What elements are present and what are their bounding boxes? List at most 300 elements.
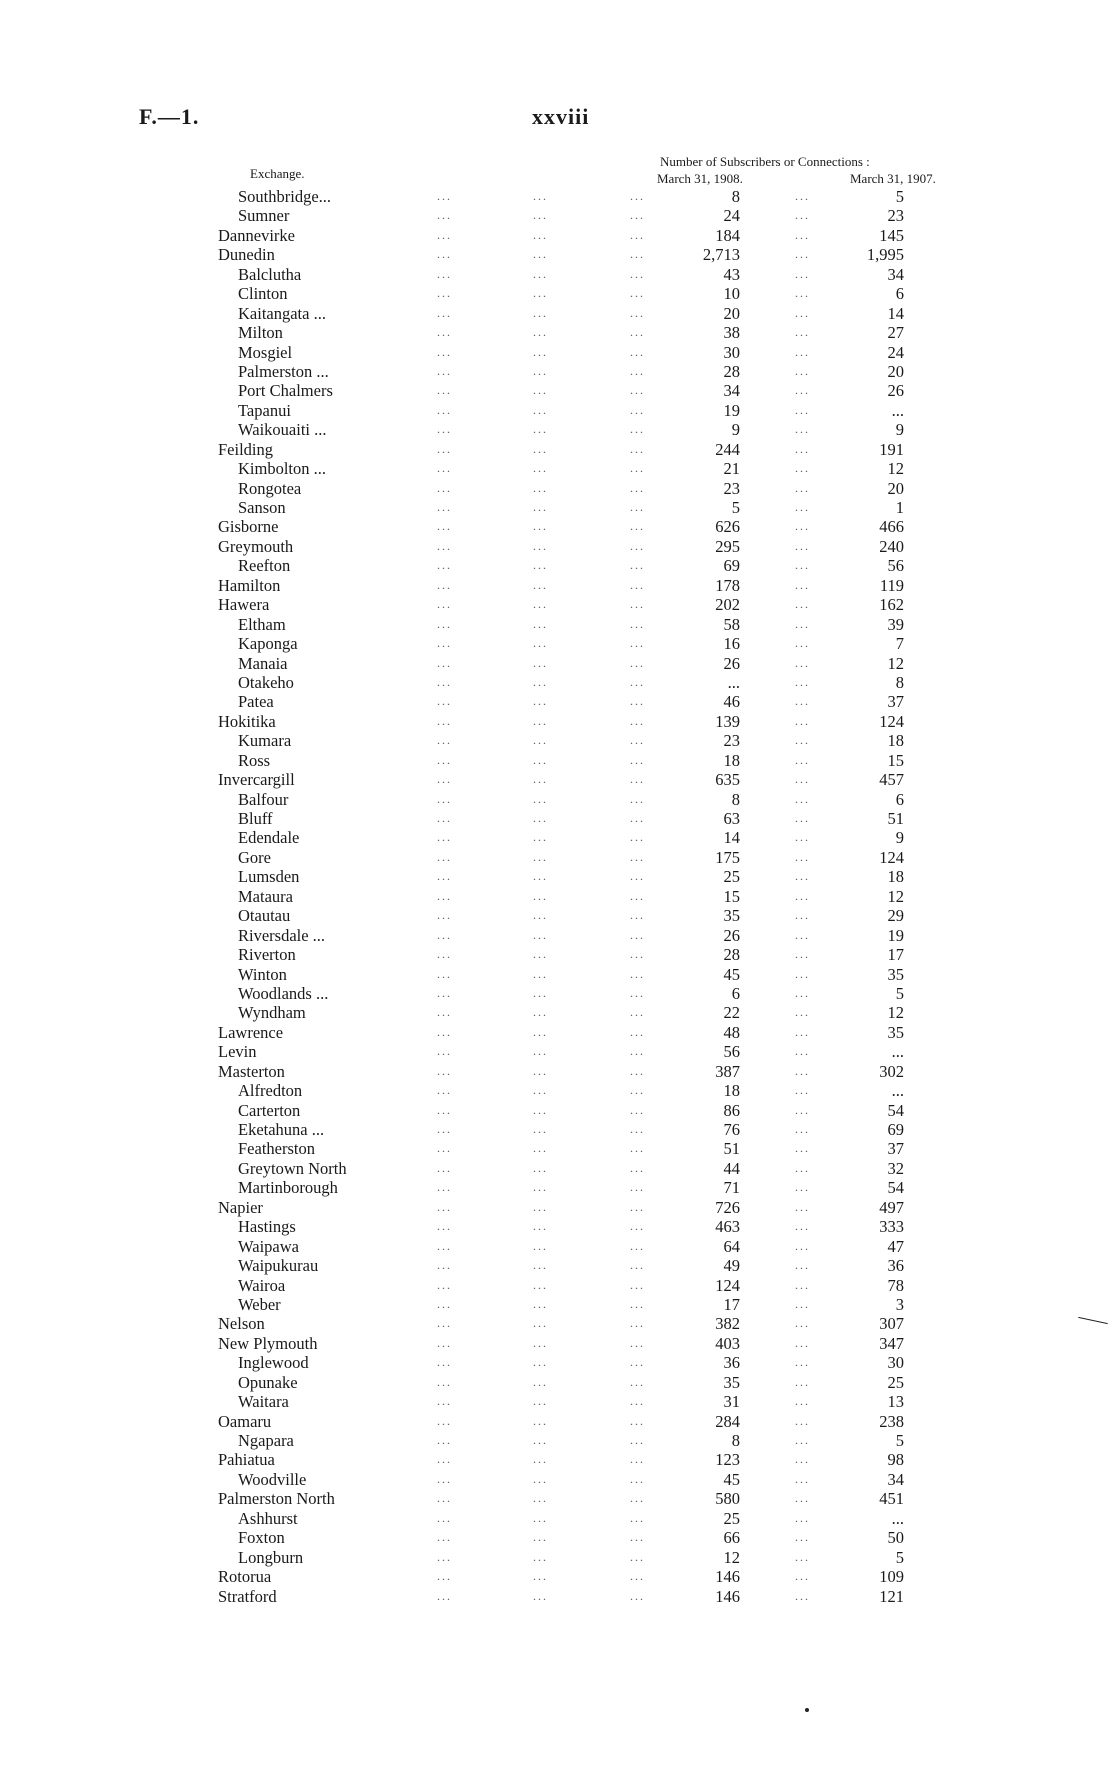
dot-leader: ... [437,1530,452,1545]
table-row [0,265,1114,284]
value-1908: 56 [723,1042,740,1062]
value-1908: ... [727,672,740,692]
dot-leader: ... [437,227,452,242]
dot-leader: ... [533,1433,548,1447]
value-1908: 48 [723,1022,740,1042]
value-1907: 18 [887,731,904,751]
dot-leader: ... [437,1063,452,1078]
dot-leader: ... [437,1238,452,1253]
dot-leader: ... [437,849,452,864]
exchange-column-header: Exchange. [250,166,305,181]
dot-leader: ... [630,1433,645,1447]
dot-leader: ... [795,597,810,612]
exchange-name: Kaitangata ... [238,303,326,323]
value-1907: 29 [887,906,904,926]
exchange-name: Stratford [218,1586,277,1606]
dot-leader: ... [533,655,548,670]
dot-leader: ... [533,208,548,223]
value-1907: 466 [879,517,904,537]
dot-leader: ... [795,1394,810,1409]
table-row [0,692,1114,711]
dot-leader: ... [630,713,645,728]
dot-leader: ... [437,1316,452,1331]
value-1908: 86 [723,1100,740,1120]
value-1907: 191 [879,439,904,459]
dot-leader: ... [630,791,645,806]
dot-leader: ... [630,577,645,592]
dot-leader: ... [437,674,452,689]
value-1908: 295 [715,536,740,556]
dot-leader: ... [795,1258,810,1273]
dot-leader: ... [630,441,645,456]
value-1908: 26 [723,925,740,945]
exchange-name: Clinton [238,284,288,304]
table-row [0,965,1114,984]
dot-leader: ... [630,1452,645,1467]
dot-leader: ... [630,1569,645,1584]
dot-leader: ... [795,1083,810,1098]
exchange-name: Eketahuna ... [238,1120,325,1139]
value-1907: 145 [879,225,904,245]
dot-leader: ... [533,888,548,903]
dot-leader: ... [437,908,452,923]
dot-leader: ... [533,461,548,476]
dot-leader: ... [533,947,548,962]
value-1908: 184 [715,225,740,245]
table-row [0,1198,1114,1217]
exchange-name: Gore [238,847,271,867]
col-1907-header: March 31, 1907. [850,171,936,186]
value-1908: 25 [723,867,740,887]
dot-leader: ... [437,266,452,281]
dot-leader: ... [630,597,645,612]
exchange-name: Lawrence [218,1022,284,1042]
value-1907: 1 [895,498,904,517]
dot-leader: ... [437,1335,452,1350]
dot-leader: ... [533,849,548,864]
dot-leader: ... [630,305,645,320]
value-1907: 347 [879,1333,904,1353]
subscribers-table [0,187,1114,1606]
dot-leader: ... [630,1219,645,1234]
exchange-name: Mosgiel [238,342,293,362]
exchange-name: Masterton [218,1061,285,1081]
dot-leader: ... [533,636,548,651]
dot-leader: ... [533,1122,548,1136]
dot-leader: ... [437,1355,452,1370]
value-1907: 240 [879,536,904,556]
dot-leader: ... [437,694,452,709]
table-row [0,459,1114,478]
dot-leader: ... [437,1588,452,1603]
value-1907: 24 [887,342,904,362]
value-1908: 726 [715,1197,740,1217]
dot-leader: ... [795,577,810,592]
dot-leader: ... [437,1394,452,1409]
value-1908: 14 [723,828,740,848]
exchange-name: Mataura [238,886,293,906]
value-1908: 44 [723,1158,740,1178]
dot-leader: ... [795,1122,810,1136]
dot-leader: ... [533,1005,548,1020]
dot-leader: ... [795,461,810,476]
table-row [0,848,1114,867]
table-row [0,1042,1114,1061]
dot-leader: ... [630,519,645,534]
table-row [0,1353,1114,1372]
dot-leader: ... [795,674,810,689]
value-1908: 146 [715,1586,740,1606]
dot-leader: ... [437,383,452,398]
exchange-name: Lumsden [238,867,300,887]
exchange-name: Sanson [238,498,286,517]
table-row [0,731,1114,750]
dot-leader: ... [533,908,548,923]
table-row [0,984,1114,1003]
dot-leader: ... [630,869,645,884]
exchange-name: Wyndham [238,1003,306,1023]
table-row [0,537,1114,556]
exchange-name: Levin [218,1042,257,1062]
value-1907: 20 [887,478,904,498]
table-row [0,187,1114,206]
value-1907: 27 [887,323,904,343]
dot-leader: ... [533,500,548,514]
dot-leader: ... [437,208,452,223]
table-row [0,1081,1114,1100]
dot-leader: ... [533,344,548,359]
dot-leader: ... [533,189,548,203]
value-1908: 9 [731,420,740,440]
dot-leader: ... [437,480,452,495]
dot-leader: ... [437,772,452,787]
dot-leader: ... [630,616,645,631]
dot-leader: ... [795,1335,810,1350]
dot-leader: ... [533,1277,548,1292]
dot-leader: ... [795,363,810,378]
dot-leader: ... [533,266,548,281]
value-1908: 34 [723,381,740,401]
dot-leader: ... [533,616,548,631]
dot-leader: ... [795,888,810,903]
exchange-name: Napier [218,1197,263,1217]
value-1908: 22 [723,1003,740,1023]
value-1907: 451 [879,1489,904,1509]
dot-leader: ... [795,1471,810,1486]
dot-leader: ... [795,811,810,825]
table-row [0,576,1114,595]
dot-leader: ... [630,1160,645,1175]
dot-leader: ... [795,1219,810,1234]
value-1908: 139 [715,711,740,731]
dot-leader: ... [533,227,548,242]
dot-leader: ... [437,1491,452,1506]
table-row [0,556,1114,575]
exchange-name: Hawera [218,595,270,615]
exchange-name: Foxton [238,1528,285,1548]
dot-leader: ... [795,1044,810,1059]
dot-leader: ... [533,1044,548,1059]
page-number: xxviii [532,104,590,129]
table-row [0,1178,1114,1197]
dot-leader: ... [795,1452,810,1467]
dot-leader: ... [533,1199,548,1214]
value-1907: 12 [887,886,904,906]
dot-leader: ... [630,1238,645,1253]
exchange-name: Greytown North [238,1158,347,1178]
table-row [0,712,1114,731]
value-1907: 5 [895,1431,904,1450]
table-row [0,828,1114,847]
value-1907: 56 [887,556,904,576]
dot-leader: ... [795,1277,810,1292]
dot-leader: ... [795,636,810,651]
dot-leader: ... [533,811,548,825]
dot-leader: ... [795,694,810,709]
dot-leader: ... [630,1258,645,1273]
dot-leader: ... [533,422,548,437]
dot-leader: ... [630,733,645,748]
table-row [0,887,1114,906]
dot-leader: ... [630,538,645,553]
exchange-name: Alfredton [238,1081,303,1101]
table-row [0,595,1114,614]
dot-leader: ... [630,1122,645,1136]
table-row [0,479,1114,498]
dot-leader: ... [533,441,548,456]
exchange-name: Featherston [238,1139,315,1159]
table-row [0,945,1114,964]
dot-leader: ... [630,500,645,514]
dot-leader: ... [630,266,645,281]
value-1907: 37 [887,1139,904,1159]
exchange-name: Woodville [238,1469,307,1489]
dot-leader: ... [630,325,645,340]
value-1908: 16 [723,634,740,654]
value-1907: 9 [895,420,904,440]
dot-leader: ... [630,1510,645,1525]
dot-leader: ... [795,441,810,456]
dot-leader: ... [630,1316,645,1331]
dot-leader: ... [533,402,548,417]
dot-leader: ... [533,1374,548,1389]
value-1908: 35 [723,1372,740,1392]
value-1908: 28 [723,945,740,965]
dot-leader: ... [795,1005,810,1020]
dot-leader: ... [437,752,452,767]
dot-leader: ... [795,208,810,223]
table-row [0,634,1114,653]
value-1908: 382 [715,1314,740,1334]
dot-leader: ... [795,752,810,767]
value-1908: 69 [723,556,740,576]
value-1908: 18 [723,750,740,770]
table-row [0,1548,1114,1567]
dot-leader: ... [795,325,810,340]
dot-leader: ... [437,791,452,806]
dot-leader: ... [437,344,452,359]
table-row [0,1101,1114,1120]
table-row [0,1237,1114,1256]
value-1907: 26 [887,381,904,401]
value-1907: 7 [895,634,904,654]
table-row [0,284,1114,303]
dot-leader: ... [533,1316,548,1331]
exchange-name: Waipawa [238,1236,299,1256]
dot-leader: ... [437,1374,452,1389]
value-1908: 5 [731,498,740,517]
dot-leader: ... [533,558,548,573]
dot-leader: ... [795,500,810,514]
value-1907: 47 [887,1236,904,1256]
dot-leader: ... [437,830,452,845]
value-1907: 5 [895,983,904,1003]
value-1907: 34 [887,1469,904,1489]
value-1907: ... [891,1042,904,1062]
exchange-name: Rongotea [238,478,302,498]
dot-leader: ... [630,189,645,203]
exchange-name: Winton [238,964,287,984]
table-row [0,1062,1114,1081]
dot-leader: ... [533,752,548,767]
dot-leader: ... [795,480,810,495]
table-row [0,673,1114,692]
dot-leader: ... [437,247,452,262]
table-row [0,1023,1114,1042]
table-row [0,1334,1114,1353]
value-1908: 23 [723,731,740,751]
table-row [0,790,1114,809]
exchange-name: Manaia [238,653,288,673]
dot-leader: ... [795,227,810,242]
table-row [0,381,1114,400]
dot-leader: ... [630,227,645,242]
dot-leader: ... [630,927,645,942]
value-1908: 24 [723,206,740,226]
dot-leader: ... [437,966,452,981]
dot-leader: ... [795,402,810,417]
dot-leader: ... [533,869,548,884]
dot-leader: ... [533,1452,548,1467]
exchange-name: Ngapara [238,1431,294,1450]
dot-leader: ... [630,1588,645,1603]
dot-leader: ... [437,1433,452,1447]
value-1908: 71 [723,1178,740,1198]
exchange-name: Otakeho [238,672,294,692]
dot-leader: ... [630,1374,645,1389]
value-1907: 12 [887,459,904,479]
value-1907: 162 [879,595,904,615]
table-row [0,1567,1114,1586]
dot-leader: ... [437,441,452,456]
exchange-name: Southbridge... [238,187,332,206]
dot-leader: ... [533,1102,548,1117]
value-1908: 12 [723,1547,740,1567]
value-1908: 49 [723,1256,740,1276]
value-1908: 463 [715,1217,740,1237]
table-row [0,1276,1114,1295]
exchange-name: Balclutha [238,264,302,284]
dot-leader: ... [437,713,452,728]
value-1907: ... [891,1081,904,1101]
dot-leader: ... [437,985,452,1000]
value-1907: 14 [887,303,904,323]
dot-leader: ... [630,247,645,262]
dot-leader: ... [533,713,548,728]
table-row [0,1314,1114,1333]
dot-leader: ... [533,1413,548,1428]
value-1907: 5 [895,187,904,206]
dot-leader: ... [630,208,645,223]
value-1907: 37 [887,692,904,712]
dot-leader: ... [437,461,452,476]
value-1907: 307 [879,1314,904,1334]
value-1908: 10 [723,284,740,304]
dot-leader: ... [795,1491,810,1506]
dot-leader: ... [630,1549,645,1564]
value-1907: 18 [887,867,904,887]
dot-leader: ... [630,1335,645,1350]
dot-leader: ... [533,772,548,787]
value-1908: 626 [715,517,740,537]
table-row [0,1509,1114,1528]
value-1907: 98 [887,1450,904,1470]
dot-leader: ... [533,1335,548,1350]
table-row [0,304,1114,323]
dot-leader: ... [533,1355,548,1370]
value-1908: 63 [723,809,740,828]
value-1908: 26 [723,653,740,673]
value-1907: ... [891,400,904,420]
dot-leader: ... [437,811,452,825]
dot-leader: ... [437,1083,452,1098]
exchange-name: Rotorua [218,1567,272,1587]
dot-leader: ... [437,655,452,670]
value-1907: 13 [887,1392,904,1412]
value-1907: 12 [887,653,904,673]
dot-leader: ... [437,947,452,962]
dot-leader: ... [437,1258,452,1273]
dot-leader: ... [630,286,645,301]
value-1908: 20 [723,303,740,323]
value-1907: 6 [895,284,904,304]
dot-leader: ... [630,1063,645,1078]
exchange-name: New Plymouth [218,1333,318,1353]
value-1908: 76 [723,1120,740,1139]
dot-leader: ... [533,674,548,689]
value-1907: 124 [879,847,904,867]
value-1907: 25 [887,1372,904,1392]
value-1908: 43 [723,264,740,284]
value-1908: 146 [715,1567,740,1587]
dot-leader: ... [795,1549,810,1564]
dot-leader: ... [795,344,810,359]
exchange-name: Milton [238,323,283,343]
dot-leader: ... [437,325,452,340]
value-1907: 69 [887,1120,904,1139]
value-1908: 35 [723,906,740,926]
dot-leader: ... [437,1296,452,1311]
value-1907: 5 [895,1547,904,1567]
dot-leader: ... [533,1510,548,1525]
dot-leader: ... [437,538,452,553]
exchange-name: Oamaru [218,1411,272,1431]
dot-leader: ... [795,383,810,398]
table-row [0,440,1114,459]
dot-leader: ... [630,908,645,923]
dot-leader: ... [630,1355,645,1370]
value-1908: 36 [723,1353,740,1373]
